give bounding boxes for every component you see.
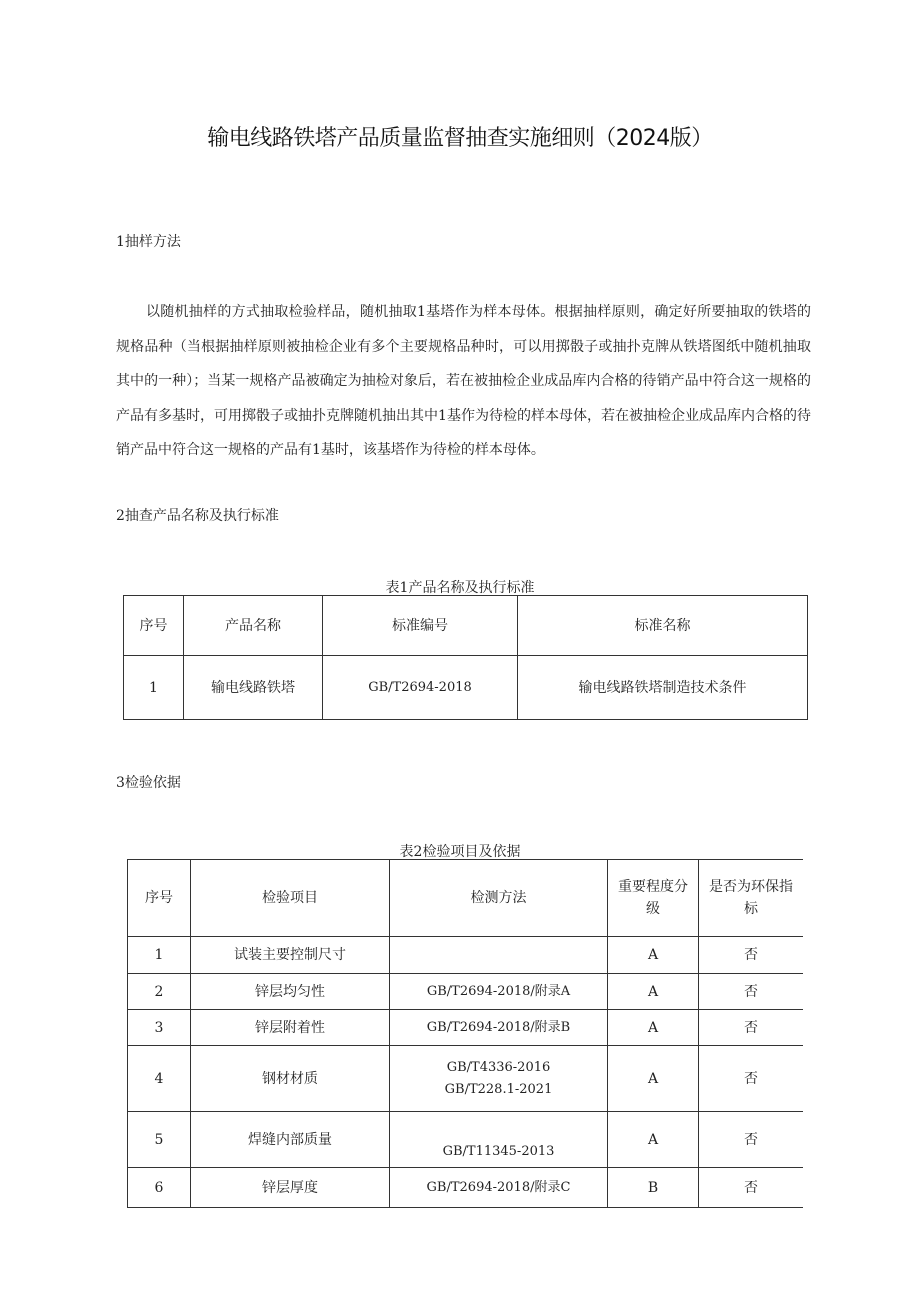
environmental-flag: 否 — [699, 937, 804, 974]
row-number: 2 — [128, 974, 191, 1010]
table-row — [128, 1168, 804, 1208]
environmental-flag: 否 — [699, 1010, 804, 1046]
table-row — [128, 1010, 804, 1046]
inspection-item: 钢材材质 — [191, 1046, 390, 1112]
standard-code: GB/T2694-2018 — [323, 656, 518, 720]
importance-grade: B — [608, 1168, 699, 1208]
header-cell: 重要程度分级 — [608, 860, 699, 937]
table-row — [128, 974, 804, 1010]
row-number: 1 — [124, 656, 184, 720]
table-header-row — [124, 596, 808, 656]
environmental-flag: 否 — [699, 1112, 804, 1168]
row-number: 4 — [128, 1046, 191, 1112]
test-method: GB/T2694-2018/附录A — [390, 974, 608, 1010]
inspection-item: 锌层均匀性 — [191, 974, 390, 1010]
importance-grade: A — [608, 1046, 699, 1112]
section-heading-sampling: 1抽样方法 — [116, 234, 181, 250]
table2-caption: 表2检验项目及依据 — [399, 844, 521, 860]
test-method — [390, 937, 608, 974]
inspection-item: 焊缝内部质量 — [191, 1112, 390, 1168]
header-cell: 检测方法 — [390, 860, 608, 937]
header-cell: 序号 — [128, 860, 191, 937]
section-heading-standards: 2抽查产品名称及执行标准 — [116, 508, 279, 524]
environmental-flag: 否 — [699, 974, 804, 1010]
table-row — [128, 1046, 804, 1112]
row-number: 5 — [128, 1112, 191, 1168]
inspection-table-container — [127, 859, 803, 1301]
standards-table — [123, 595, 808, 720]
importance-grade: A — [608, 937, 699, 974]
header-cell: 产品名称 — [184, 596, 323, 656]
header-cell: 标准编号 — [323, 596, 518, 656]
table1-caption: 表1产品名称及执行标准 — [385, 580, 535, 596]
product-name: 输电线路铁塔 — [184, 656, 323, 720]
document-title: 输电线路铁塔产品质量监督抽查实施细则（2024版） — [207, 126, 713, 151]
header-cell: 检验项目 — [191, 860, 390, 937]
inspection-item: 锌层厚度 — [191, 1168, 390, 1208]
test-method: GB/T2694-2018/附录C — [390, 1168, 608, 1208]
test-method-line: GB/T228.1-2021 — [444, 1081, 553, 1097]
sampling-paragraph: 以随机抽样的方式抽取检验样品，随机抽取1基塔作为样本母体。根据抽样原则，确定好所要抽取的铁塔的规格品种（当根据抽样原则被抽检企业有多个主要规格品种时，可以用掷骰子或抽扑克牌从铁塔图纸中随机抽取其中的一种）；当某一规格产品被确定为抽检对象后，若在被抽检企业成品库内合格的待销产品中符合这一规格的产品有多基时，可用掷骰子或抽扑克牌随机抽出其中1基作为待检的样本母体，若在被抽检企业成品库内合格的待销产品中符合这一规格的产品有1基时，该基塔作为待检的样本母体。 — [116, 304, 811, 458]
inspection-item: 试装主要控制尺寸 — [191, 937, 390, 974]
environmental-flag: 否 — [699, 1168, 804, 1208]
test-method: GB/T11345-2013 — [390, 1112, 608, 1168]
inspection-item: 锌层附着性 — [191, 1010, 390, 1046]
row-number: 1 — [128, 937, 191, 974]
row-number: 6 — [128, 1168, 191, 1208]
test-method-line: GB/T4336-2016 — [446, 1059, 551, 1075]
importance-grade: A — [608, 1112, 699, 1168]
header-cell: 是否为环保指标 — [699, 860, 804, 937]
importance-grade: A — [608, 1010, 699, 1046]
environmental-flag: 否 — [699, 1046, 804, 1112]
section-heading-basis: 3检验依据 — [116, 775, 181, 791]
test-method — [390, 1046, 608, 1112]
importance-grade: A — [608, 974, 699, 1010]
standard-name: 输电线路铁塔制造技术条件 — [518, 656, 808, 720]
table-row — [124, 656, 808, 720]
inspection-table — [127, 859, 803, 1208]
header-cell: 序号 — [124, 596, 184, 656]
test-method: GB/T2694-2018/附录B — [390, 1010, 608, 1046]
table-header-row — [128, 860, 804, 937]
row-number: 3 — [128, 1010, 191, 1046]
table-row — [128, 937, 804, 974]
header-cell: 标准名称 — [518, 596, 808, 656]
table-row — [128, 1112, 804, 1168]
